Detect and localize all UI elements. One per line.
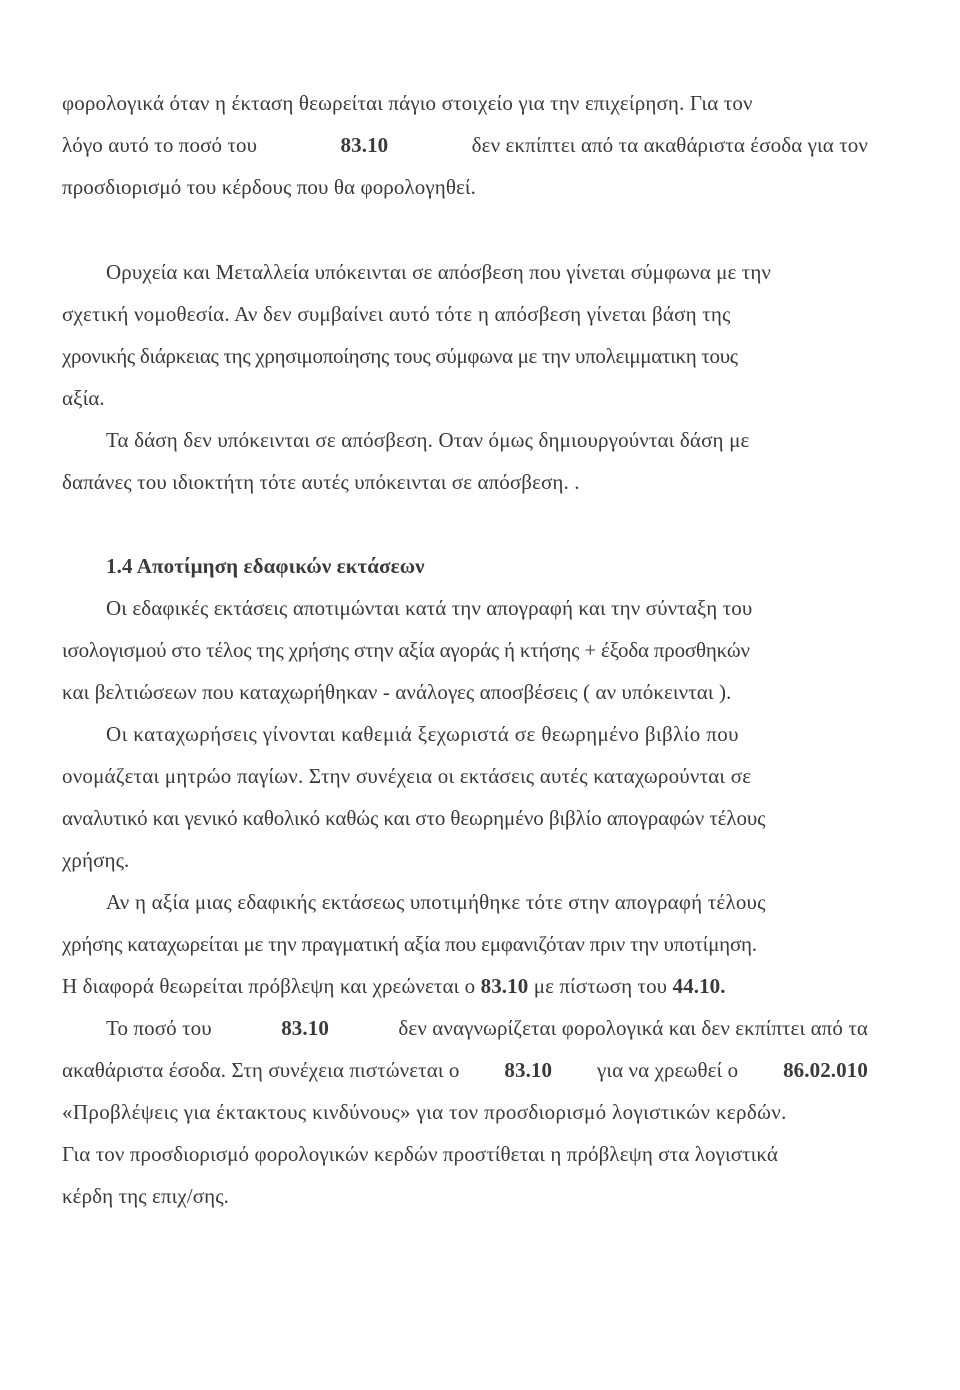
text-line: «Προβλέψεις για έκτακτους κινδύνους» για τον προσδιορισμό λογιστικών κερδών.	[62, 1100, 787, 1124]
text-line: Για τον προσδιορισμό φορολογικών κερδών προστίθεται η πρόβλεψη στα λογιστικά	[62, 1142, 779, 1166]
text-line: Τα δάση δεν υπόκεινται σε απόσβεση. Οταν όμως δημιουργούνται δάση με	[106, 428, 750, 452]
account-code: 83.10	[480, 974, 529, 998]
text-line: χρονικής διάρκειας της χρησιμοποίησης τους σύμφωνα με την υπολειμματικη τους	[62, 344, 738, 368]
text-line: ονομάζεται μητρώο παγίων. Στην συνέχεια οι εκτάσεις αυτές καταχωρούνται σε	[62, 764, 752, 788]
text-line: Αν η αξία μιας εδαφικής εκτάσεως υποτιμήθηκε τότε στην απογραφή τέλους	[106, 890, 766, 914]
text-line: αναλυτικό και γενικό καθολικό καθώς και στο θεωρημένο βιβλίο απογραφών τέλους	[62, 806, 766, 830]
text-line: χρήσης.	[62, 848, 130, 872]
text-line	[62, 971, 726, 1001]
text-line: χρήσης καταχωρείται με την πραγματική αξία που εμφανιζόταν πριν την υποτίμηση.	[62, 932, 757, 956]
text-segment: με πίστωση του	[533, 974, 668, 998]
text-line: ισολογισμού στο τέλος της χρήσης στην αξία αγοράς ή κτήσης + έξοδα προσθηκών	[62, 638, 750, 662]
text-line: σχετική νομοθεσία. Αν δεν συμβαίνει αυτό τότε η απόσβεση γίνεται βάση της	[62, 302, 731, 326]
text-line: και βελτιώσεων που καταχωρήθηκαν - ανάλογες αποσβέσεις ( αν υπόκεινται ).	[62, 680, 732, 704]
text-segment: Η διαφορά θεωρείται πρόβλεψη και χρεώνεται ο	[62, 974, 476, 998]
text-line	[106, 1013, 868, 1043]
section-heading: 1.4 Αποτίμηση εδαφικών εκτάσεων	[106, 554, 425, 578]
text-segment: δεν αναγνωρίζεται φορολογικά και δεν εκπίπτει από τα	[398, 1016, 868, 1040]
account-code: 83.10	[340, 133, 389, 157]
text-segment: Το ποσό του	[106, 1016, 212, 1040]
text-line	[62, 130, 868, 160]
text-line: Οι εδαφικές εκτάσεις αποτιμώνται κατά την απογραφή και την σύνταξη του	[106, 596, 753, 620]
text-line: προσδιορισμό του κέρδους που θα φορολογηθεί.	[62, 175, 477, 199]
text-segment: δεν εκπίπτει από τα ακαθάριστα έσοδα για τον	[471, 133, 868, 157]
account-code: 86.02.010	[783, 1058, 868, 1082]
text-line: φορολογικά όταν η έκταση θεωρείται πάγιο στοιχείο για την επιχείρηση. Για τον	[62, 91, 753, 115]
text-line: δαπάνες του ιδιοκτήτη τότε αυτές υπόκεινται σε απόσβεση. .	[62, 470, 580, 494]
text-segment: λόγο αυτό το ποσό του	[62, 133, 258, 157]
account-code: 44.10.	[672, 974, 726, 998]
text-line: κέρδη της επιχ/σης.	[62, 1184, 229, 1208]
text-line	[62, 1055, 868, 1085]
text-segment: για να χρεωθεί ο	[596, 1058, 739, 1082]
text-segment: ακαθάριστα έσοδα. Στη συνέχεια πιστώνεται ο	[62, 1058, 460, 1082]
account-code: 83.10	[504, 1058, 553, 1082]
text-line: αξία.	[62, 386, 105, 410]
text-line: Ορυχεία και Μεταλλεία υπόκεινται σε απόσβεση που γίνεται σύμφωνα με την	[106, 260, 772, 284]
text-line: Οι καταχωρήσεις γίνονται καθεμιά ξεχωριστά σε θεωρημένο βιβλίο που	[106, 722, 739, 746]
account-code: 83.10	[281, 1016, 329, 1040]
